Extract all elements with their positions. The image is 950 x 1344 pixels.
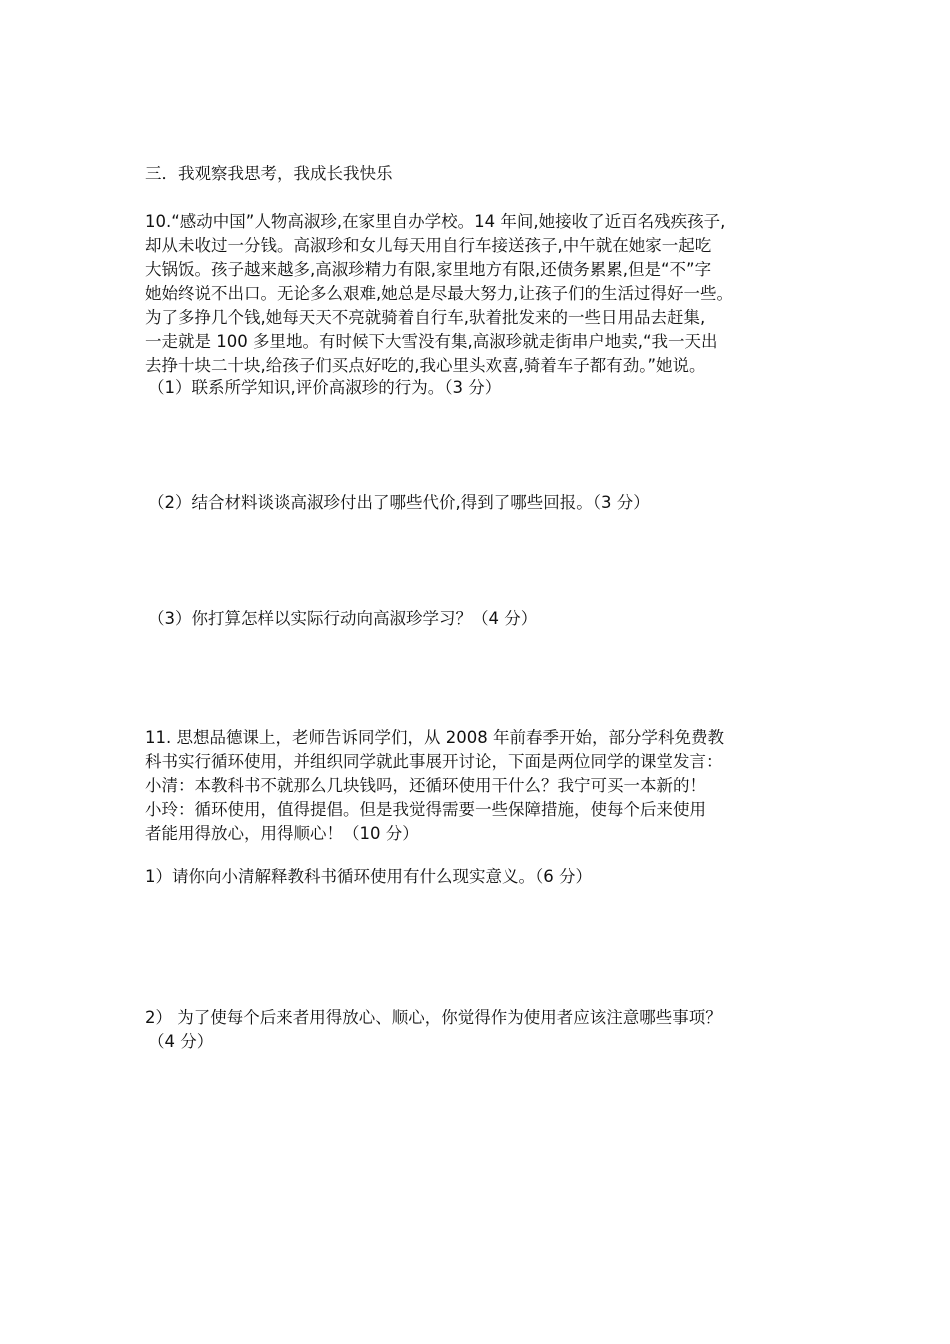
q11-sub1-prompt: 1）请你向小清解释教科书循环使用有什么现实意义。（6 分） [145,867,592,886]
q10-sub3-prompt: （3）你打算怎样以实际行动向高淑珍学习？（4 分） [148,609,538,628]
q10-sub2-prompt: （2）结合材料谈谈高淑珍付出了哪些代价,得到了哪些回报。（3 分） [148,493,650,512]
q11-passage-line: 小玲：循环使用，值得提倡。但是我觉得需要一些保障措施，使每个后来使用 [145,800,706,819]
q11-passage-line: 科书实行循环使用，并组织同学就此事展开讨论，下面是两位同学的课堂发言： [145,752,723,771]
q11-passage-line: 者能用得放心，用得顺心！（10 分） [145,824,419,843]
q10-sub1-prompt: （1）联系所学知识,评价高淑珍的行为。（3 分） [148,378,502,397]
section-heading: 三．我观察我思考，我成长我快乐 [145,164,393,183]
q10-passage-line: 10.“感动中国”人物高淑珍,在家里自办学校。14 年间,她接收了近百名残疾孩子, [145,212,726,231]
q11-sub2-score: （4 分） [148,1032,214,1051]
q11-sub2-prompt: 2） 为了使每个后来者用得放心、顺心，你觉得作为使用者应该注意哪些事项？ [145,1008,722,1027]
q11-passage-line: 11. 思想品德课上，老师告诉同学们，从 2008 年前春季开始，部分学科免费教 [145,728,724,747]
q10-passage-line: 她始终说不出口。无论多么艰难,她总是尽最大努力,让孩子们的生活过得好一些。 [145,284,733,303]
q10-passage-line: 一走就是 100 多里地。有时候下大雪没有集,高淑珍就走街串户地卖,“我一天出 [145,332,718,351]
q11-passage-line: 小清：本教科书不就那么几块钱吗，还循环使用干什么？我宁可买一本新的！ [145,776,706,795]
q10-passage-line: 去挣十块二十块,给孩子们买点好吃的,我心里头欢喜,骑着车子都有劲。”她说。 [145,356,706,375]
q10-passage-line: 大锅饭。孩子越来越多,高淑珍精力有限,家里地方有限,还债务累累,但是“不”字 [145,260,712,279]
q10-passage-line: 为了多挣几个钱,她每天天不亮就骑着自行车,驮着批发来的一些日用品去赶集, [145,308,706,327]
q10-passage-line: 却从未收过一分钱。高淑珍和女儿每天用自行车接送孩子,中午就在她家一起吃 [145,236,712,255]
